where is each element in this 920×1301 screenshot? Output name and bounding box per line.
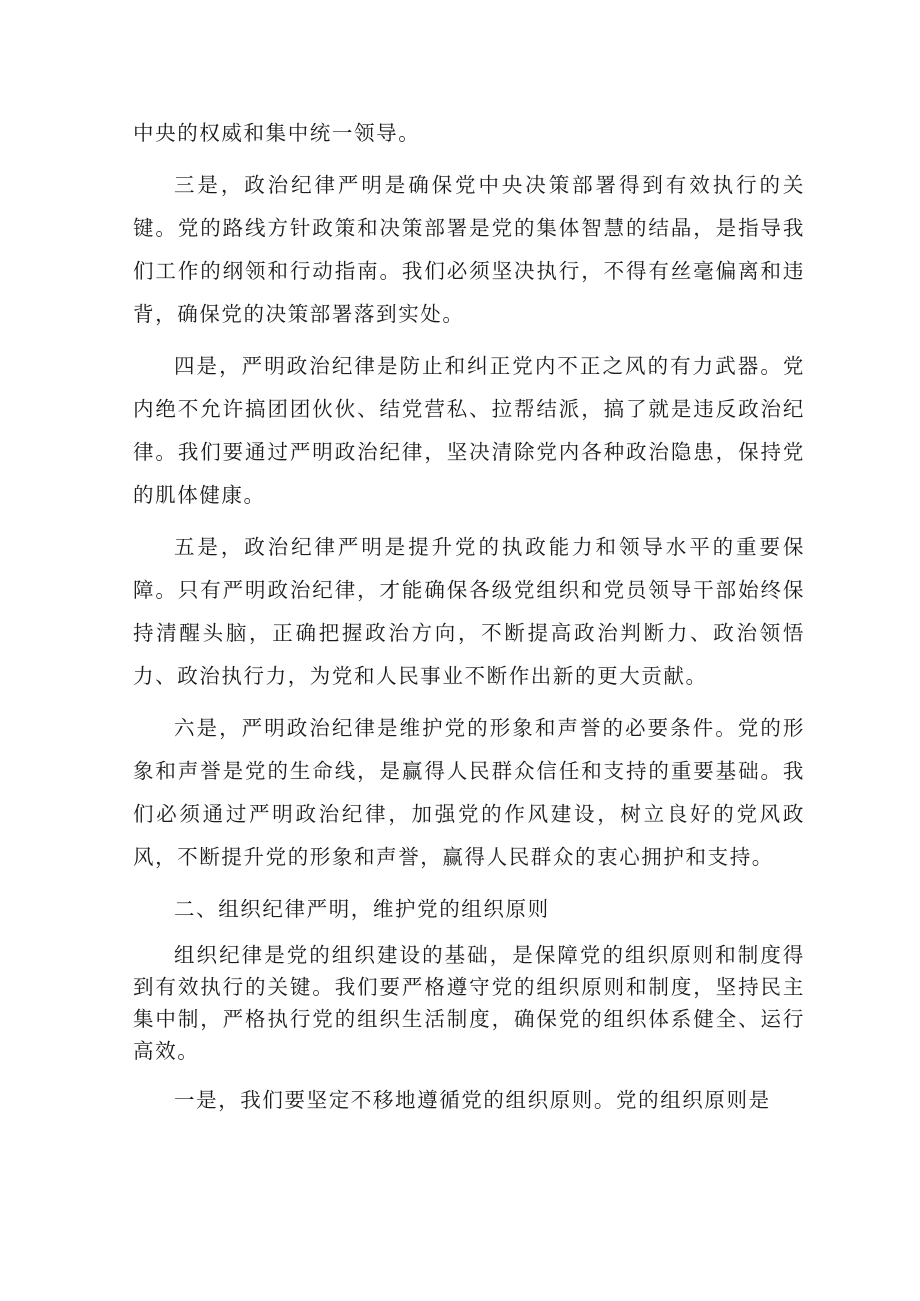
paragraph-point-five: 五是，政治纪律严明是提升党的执政能力和领导水平的重要保障。只有严明政治纪律，才能确保各级党组织和党员领导干部始终保持清醒头脑，正确把握政治方向，不断提高政治判断力、政治领悟力、政治执行力，为党和人民事业不断作出新的更大贡献。: [133, 535, 805, 688]
section-heading: 二、组织纪律严明，维护党的组织原则: [174, 897, 550, 921]
paragraph-point-one: 一是，我们要坚定不移地遵循党的组织原则。党的组织原则是: [174, 1088, 771, 1112]
document-body: [133, 112, 805, 1131]
paragraph-point-six: 六是，严明政治纪律是维护党的形象和声誉的必要条件。党的形象和声誉是党的生命线，是赢得人民群众信任和支持的重要基础。我们必须通过严明政治纪律，加强党的作风建设，树立良好的党风政风，不断提升党的形象和声誉，赢得人民群众的衷心拥护和支持。: [133, 716, 805, 869]
paragraph-section-intro: 组织纪律是党的组织建设的基础，是保障党的组织原则和制度得到有效执行的关键。我们要严格遵守党的组织原则和制度，坚持民主集中制，严格执行党的组织生活制度，确保党的组织体系健全、运行高效。: [133, 943, 805, 1063]
paragraph-point-three: 三是，政治纪律严明是确保党中央决策部署得到有效执行的关键。党的路线方针政策和决策部署是党的集体智慧的结晶，是指导我们工作的纲领和行动指南。我们必须坚决执行，不得有丝毫偏离和违背，确保党的决策部署落到实处。: [133, 173, 805, 326]
paragraph-continuation: 中央的权威和集中统一领导。: [133, 121, 421, 145]
paragraph-point-four: 四是，严明政治纪律是防止和纠正党内不正之风的有力武器。党内绝不允许搞团团伙伙、结党营私、拉帮结派，搞了就是违反政治纪律。我们要通过严明政治纪律，坚决清除党内各种政治隐患，保持党的肌体健康。: [133, 354, 805, 507]
